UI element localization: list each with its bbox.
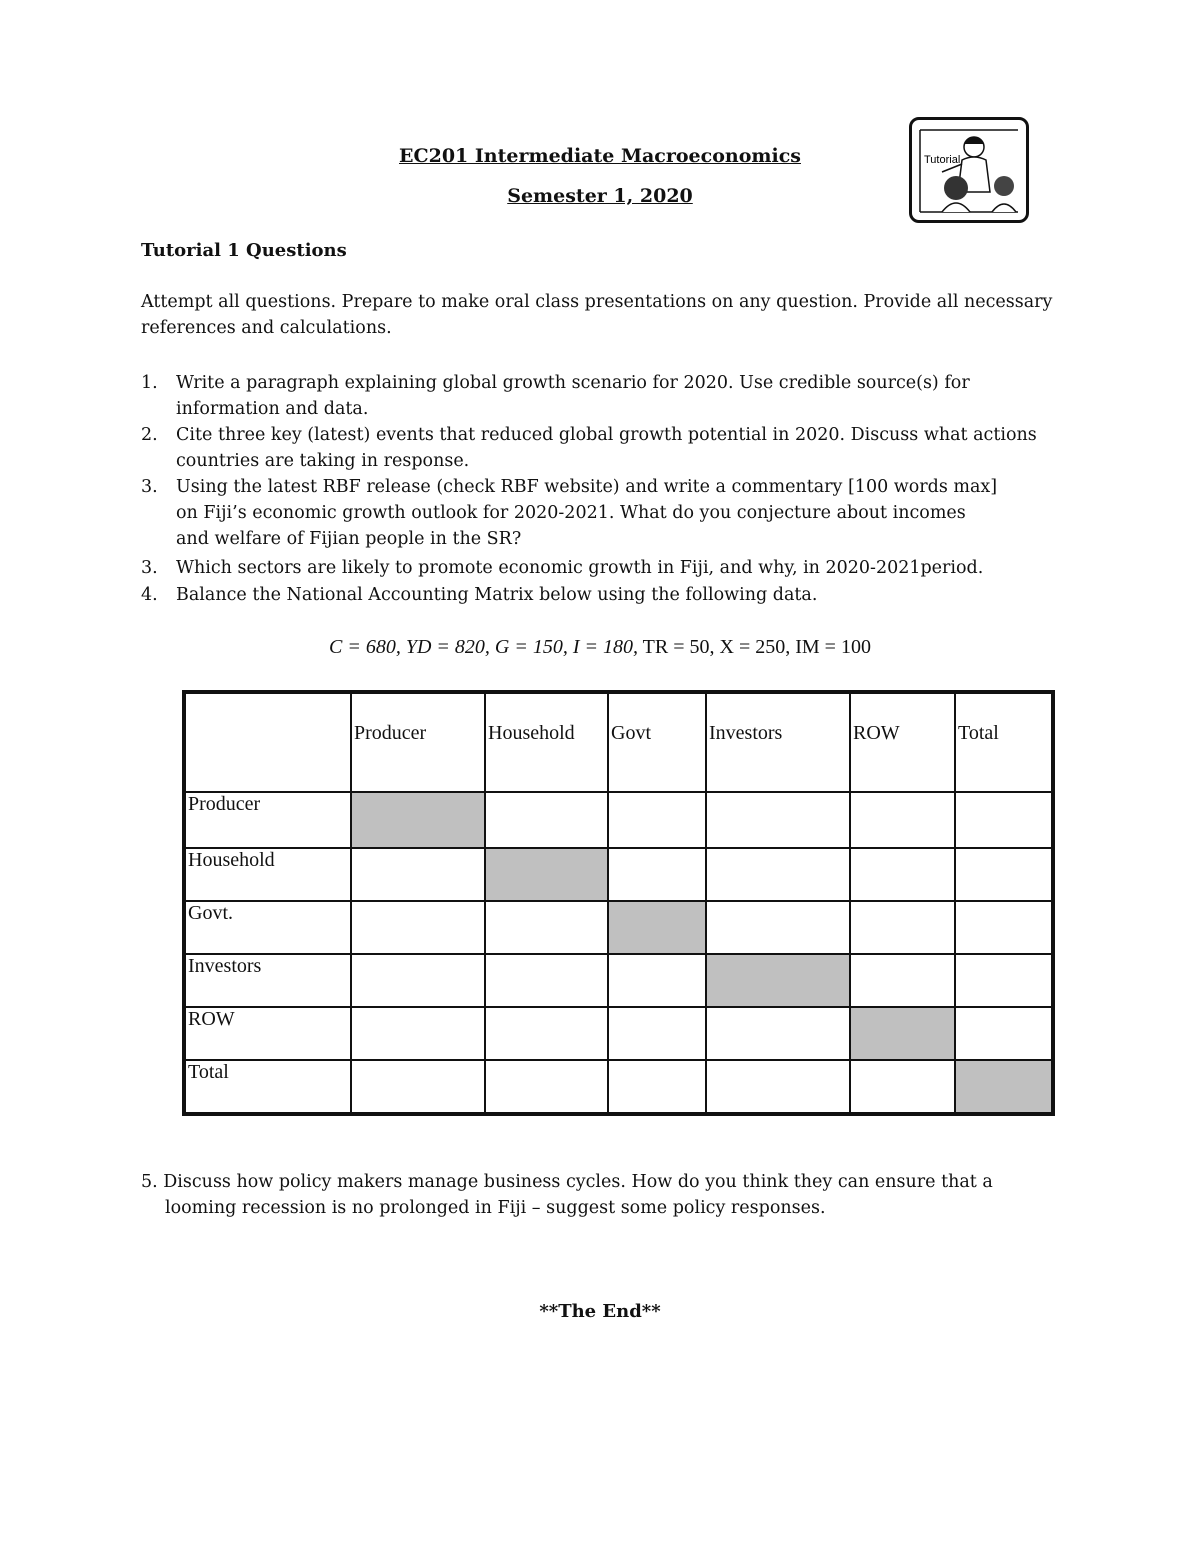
table-row [184,792,1053,848]
question-text: on Fiji’s economic growth outlook for 2020-2021. What do you conjecture about incomes [176,503,966,523]
row-label: Total [184,1060,351,1114]
instructions-text: Attempt all questions. Prepare to make oral class presentations on any question. Provide all necessary references and calculations. [141,292,1053,338]
table-cell [955,901,1053,954]
table-cell [706,1060,850,1114]
table-cell [608,848,706,901]
table-cell-diagonal [485,848,608,901]
table-cell [351,1007,485,1060]
table-cell [955,1007,1053,1060]
table-cell [955,792,1053,848]
table-cell [706,901,850,954]
table-cell [351,954,485,1007]
table-cell [706,1007,850,1060]
table-header-row [184,692,1053,792]
tutorial-heading: Tutorial 1 Questions [141,240,347,261]
table-cell-diagonal [706,954,850,1007]
table-cell [850,792,955,848]
table-row [184,1060,1053,1114]
row-label: Govt. [184,901,351,954]
question-5 [141,1169,1071,1221]
table-cell [706,848,850,901]
tutorial-illustration-icon [912,120,1026,220]
table-cell [351,848,485,901]
tutorial-logo [909,117,1029,223]
table-cell [608,792,706,848]
header-cell: ROW [850,692,955,792]
header-cell: Producer [351,692,485,792]
course-title: EC201 Intermediate Macroeconomics [399,145,801,167]
table-cell [955,848,1053,901]
equation-italic: C = 680, YD = 820, G = 150, I = 180, [329,636,639,658]
table-row [184,848,1053,901]
question-text: looming recession is no prolonged in Fiji – suggest some policy responses. [165,1198,826,1218]
table-cell [351,901,485,954]
table-cell [850,1060,955,1114]
table-cell [485,1007,608,1060]
equation-plain: TR = 50, X = 250, IM = 100 [638,636,871,658]
question-number: 2. [141,425,158,445]
table-cell [608,1060,706,1114]
question-number: 1. [141,373,158,393]
header-cell: Investors [706,692,850,792]
question-text: countries are taking in response. [176,451,470,471]
question-text: Which sectors are likely to promote economic growth in Fiji, and why, in 2020-2021period. [176,558,984,578]
row-label: Household [184,848,351,901]
table-cell [706,792,850,848]
table-cell-diagonal [850,1007,955,1060]
question-text: and welfare of Fijian people in the SR? [176,529,522,549]
header-cell: Govt [608,692,706,792]
question-text: 5. Discuss how policy makers manage business cycles. How do you think they can ensure that a [141,1172,993,1192]
table-cell [485,1060,608,1114]
national-accounting-matrix [182,690,1055,1116]
semester-title: Semester 1, 2020 [507,185,693,207]
table-cell [485,954,608,1007]
table-cell-diagonal [351,792,485,848]
table-row [184,1007,1053,1060]
question-list [0,370,1200,610]
question-number: 3. [141,558,158,578]
logo-text: Tutorial [924,154,961,166]
end-marker: **The End** [539,1301,661,1322]
question-number: 3. [141,477,158,497]
question-number: 4. [141,585,158,605]
question-text: Cite three key (latest) events that reduced global growth potential in 2020. Discuss what actions [176,425,1037,445]
table-row [184,901,1053,954]
table-cell [351,1060,485,1114]
question-text: Balance the National Accounting Matrix below using the following data. [176,585,818,605]
row-label: ROW [184,1007,351,1060]
table-cell [608,954,706,1007]
table-cell [485,901,608,954]
row-label: Producer [184,792,351,848]
table-cell [955,954,1053,1007]
table-cell [850,954,955,1007]
header-cell: Total [955,692,1053,792]
question-text: information and data. [176,399,369,419]
table-cell [850,848,955,901]
header-cell: Household [485,692,608,792]
table-cell-diagonal [955,1060,1053,1114]
table-row [184,954,1053,1007]
header-cell [184,692,351,792]
row-label: Investors [184,954,351,1007]
table-cell [608,1007,706,1060]
table-cell [850,901,955,954]
table-cell-diagonal [608,901,706,954]
equation-line [0,636,1200,659]
question-text: Using the latest RBF release (check RBF website) and write a commentary [100 words max] [176,477,998,497]
question-text: Write a paragraph explaining global growth scenario for 2020. Use credible source(s) for [176,373,970,393]
table-cell [485,792,608,848]
